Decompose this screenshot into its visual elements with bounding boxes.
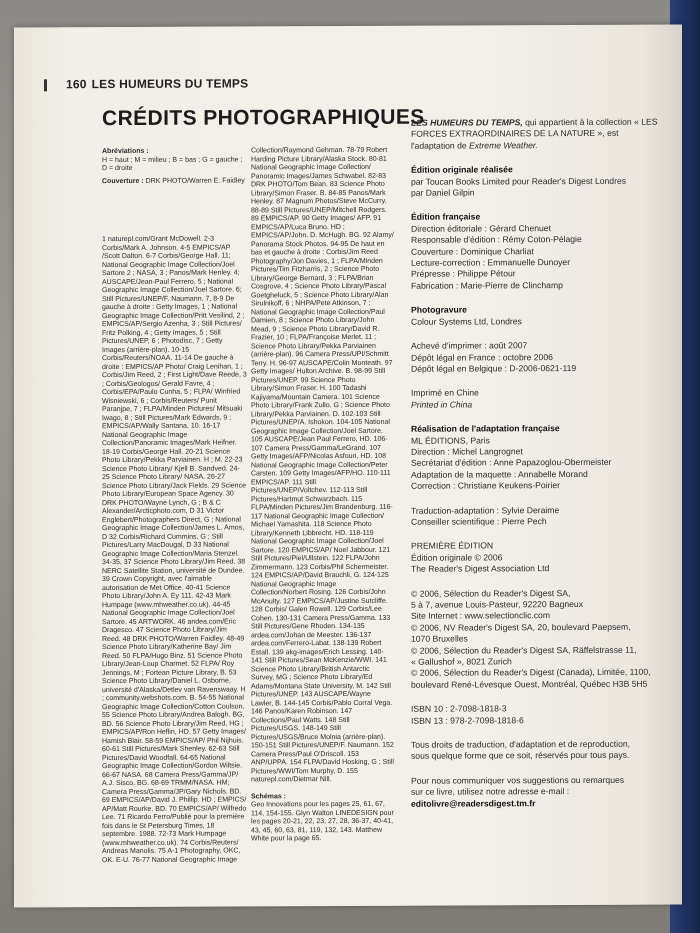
printed-in-english: Printed in China <box>411 399 473 410</box>
contact-line: Pour nous communiquer vos suggestions ou remarques <box>411 774 625 786</box>
rights-line: sous quelque forme que ce soit, réservés pour tous pays. <box>411 750 630 762</box>
intro-paragraph <box>411 117 661 152</box>
french-edition-heading: Édition française <box>411 211 481 223</box>
french-edition-line: Couverture : Dominique Charliat <box>411 245 534 257</box>
running-header <box>66 76 248 91</box>
french-edition-block <box>411 211 661 292</box>
french-edition-line: Prépresse : Philippe Pétour <box>411 268 516 280</box>
original-edition-heading: Édition originale réalisée <box>411 164 513 175</box>
translation-block <box>411 504 661 528</box>
credits-column-2 <box>251 147 394 848</box>
printing-line: Dépôt légal en Belgique : D-2006-0621-119 <box>411 362 577 374</box>
adaptation-block <box>411 423 661 493</box>
rights-block <box>411 739 661 763</box>
edition-line: The Reader's Digest Association Ltd <box>411 563 550 574</box>
printed-in-line: Imprimé en Chine <box>411 387 479 399</box>
original-edition-line: par Daniel Gilpin <box>411 187 475 198</box>
original-title: Extreme Weather. <box>469 139 538 151</box>
printing-line: Dépôt légal en France : octobre 2006 <box>411 351 553 363</box>
copyright-line: boulevard René-Lévesque Ouest, Montréal, Québec H3B 5H5 <box>411 678 648 690</box>
copyright-line: © 2006, Sélection du Reader's Digest SA, <box>411 587 571 599</box>
abbrev-text: H = haut ; M = milieu ; B = bas ; G = gauche ; D = droite <box>102 155 243 173</box>
photogravure-line: Colour Systems Ltd, Londres <box>411 315 522 327</box>
running-title: LES HUMEURS DU TEMPS <box>91 76 249 92</box>
photogravure-heading: Photogravure <box>411 304 467 316</box>
cover-label: Couverture : <box>102 177 144 185</box>
copyright-line: 1070 Bruxelles <box>411 633 468 644</box>
edition-block <box>411 540 661 575</box>
copyright-line: © 2006, NV Reader's Digest SA, 20, boulevard Paepsem, <box>411 621 631 633</box>
printed-in-block <box>411 387 661 411</box>
credits-column-1 <box>102 147 247 869</box>
translation-line: Conseiller scientifique : Pierre Pech <box>411 516 547 527</box>
translation-line: Traduction-adaptation : Sylvie Deraime <box>411 504 560 516</box>
adaptation-line: Correction : Christiane Keukens-Poirier <box>411 480 561 491</box>
printing-block <box>411 340 661 375</box>
french-edition-line: Direction éditoriale : Gérard Chenuet <box>411 222 551 234</box>
schemas-text: Geo Innovations pour les pages 25, 61, 67, 114, 154-155. Glyn Walton LINEDESIGN pour les pages 20-21, 22, 23, 27, 28, 36-37, 40-41, 43, 45, 60, 63, 81, 119, 132, 143. Matthew White pour la page 65. <box>251 800 394 843</box>
isbn-line: ISBN 13 : 978-2-7098-1818-6 <box>411 714 524 726</box>
contact-email: editolivre@readersdigest.tm.fr <box>411 797 536 809</box>
abbrev-heading: Abréviations : <box>102 147 149 156</box>
copyright-line: Site Internet : www.selectionclic.com <box>411 610 550 622</box>
contact-block <box>411 775 661 810</box>
adaptation-line: ML ÉDITIONS, Paris <box>411 434 490 446</box>
page-number: 160 <box>66 77 87 92</box>
intro-text: qui appartient à la collection « LES FORCES EXTRAORDINAIRES DE LA NATURE », est l'adaptation de <box>411 116 658 151</box>
copyright-line: © 2006, Sélection du Reader's Digest (Canada), Limitée, 1100, <box>411 667 651 679</box>
schemas-heading: Schémas : <box>251 792 287 800</box>
cover-text: DRK PHOTO/Warren E. Faidley <box>145 176 245 185</box>
book-title: LES HUMEURS DU TEMPS, <box>411 117 523 128</box>
french-edition-line: Lecture-correction : Emmanuelle Dunoyer <box>411 257 571 268</box>
french-edition-line: Responsable d'édition : Rémy Coton-Pélagie <box>411 234 582 245</box>
adaptation-heading: Réalisation de l'adaptation française <box>411 423 560 434</box>
photogravure-block <box>411 304 661 328</box>
edition-line: Édition originale © 2006 <box>411 552 503 563</box>
printing-line: Achevé d'imprimer : août 2007 <box>411 340 528 351</box>
book-page <box>14 25 682 908</box>
copyright-block <box>411 587 661 691</box>
adaptation-line: Adaptation de la maquette : Annabelle Morand <box>411 468 588 480</box>
credits-text-2: Collection/Raymond Gehman. 78-79 Robert Harding Picture Library/Alaska Stock. 80-81 National Geographic Image Collection/ Panoramic Images/James Schwabel. 82-83 DRK PHOTO/Tom Bean. 83 Science Photo Library/Simon Fraser. B. 84-85 Panos/Mark Henley. 87 Magnum Photos/Steve McCurry. 88-89 Still Pictures/UNEP/Mitchell Rodgers. 89 EMPICS/AP. 90 Getty Images/ AFP. 91 EMPICS/AP/Luca Bruno. HD ; EMPICS/AP/John. D. McHugh. BG. 92 Alamy/ Panorama Stock Photos. 94-95 De haut en bas et gauche à droite : Corbis/Jim Reed Photography/Jon Davies, 1 ; FLPA/Minden Pictures/Tim Fitzharris, 2 ; Science Photo Library/George Bernard, 3 ; FLPA/Brian Cosgrove, 4 ; Science Photo Library/Pascal Goetgheluck, 5 ; Science Photo Library/Alan Sirulnikoff, 6 ; NHPA/Pete Atkinson, 7 ; National Geographic Image Collection/Paul Damien, 8 ; Science Photo Library/John Mead, 9 ; Science Photo Library/David R. Frazier, 10 ; FLPA/Françoise Merlet, 11 ; Science Photo Library/Pekka Parviainen (arrière-plan). 96 Camera Press/UPI/Schmitt Terry. H. 96-97 AUSCAPE/Colin Monteath. 97 Getty Images/ Hulton Archive. B. 98-99 Still Pictures/UNEP. 99 Science Photo Library/Simon Fraser. H. 100 Tadashi Kajiyama/Mountain Camera. 101 Science Photo Library/Frank Zullo. G ; Science Photo Library/Pekka Parviainen. D. 102-103 Still Pictures/UNEP/A. Ishokon. 104-105 National Geographic Image Collection/Joel Sartore. 105 AUSCAPE/Jean Paul Ferrero, HD. 106-107 Camera Press/Gamma/LeGrand. 107 Getty Images/AFP/Nicolas Asfouri, HD. 108 National Geographic Image Collection/Peter Carsten. 109 Getty Images/AFP/HO. 110-111 EMPICS/AP. 111 Still Pictures/UNEP/Voltchev. 112-113 Still Pictures/Hartmut Schwarzbach. 115 FLPA/Minden Pictures/Jim Brandenburg. 116-117 National Geographic Image Collection/ Michael Yamashita. 118 Science Photo Library/Kenneth Libbrecht. HD. 118-119 National Geographic Image Collection/Joel Sartore. 120 EMPICS/AP/ Noel Jabbour. 121 Still Pictures/Piel/Ullstein. 122 FLPA/John Zimmermann. 123 Corbis/Phil Schermeister. 124 EMPICS/AP/David Brauchli, G. 124-125 National Geographic Image Collection/Norbert Rosing. 126 Corbis/John McAnulty. 127 EMPICS/AP/Justine Sutcliffe. 128 Corbis/ Galen Rowell. 129 Corbis/Lee Cohen. 130-131 Camera Press/Gamma. 133 Still Pictures/Gene Rhoden. 134-135 ardea.com/Johan de Meester. 136-137 ardea.com/Ferrero-Labat. 138-139 Robert Estall. 139 akg-images/Erich Lessing. 140-141 Still Pictures/Sean McKenzie/WWI. 141 Science Photo Library/British Antarctic Survey, MG ; Science Photo Library/Ed Adams/Montana State University, M. 142 Still Pictures/UNEP. 143 AUSCAPE/Wayne Lawler, B. 144-145 Corbis/Pablo Corral Vega. 146 Panos/Karen Robinson. 147 Collections/Paul Watts. 148 Still Pictures/USGS. 148-149 Still Pictures/USGS/Bruce Molnia (arrière-plan). 150-151 Still Pictures/UNEP/F. Naumann. 152 Camera Press/Paul O'Driscoll. 153 ANP/UPPA. 154 FLPA/David Hosking, G ; Still Pictures/WWI/Tom Murphy, D. 155 naturepl.com/Dietmar Nill. <box>251 146 394 784</box>
edition-line: PREMIÈRE ÉDITION <box>411 540 494 552</box>
copyright-line: 5 à 7, avenue Louis-Pasteur, 92220 Bagneux <box>411 598 584 610</box>
copyright-line: « Gallushof », 8021 Zurich <box>411 656 512 667</box>
original-edition-block <box>411 164 661 199</box>
page-title: CRÉDITS PHOTOGRAPHIQUES <box>102 105 425 131</box>
publication-info <box>411 117 661 818</box>
page-edge-marker <box>44 79 47 91</box>
french-edition-line: Fabrication : Marie-Pierre de Clinchamp <box>411 279 563 291</box>
isbn-line: ISBN 10 : 2-7098-1818-3 <box>411 703 507 714</box>
adaptation-line: Secrétariat d'édition : Anne Papazoglou-Obermeister <box>411 457 612 469</box>
rights-line: Tous droits de traduction, d'adaptation et de reproduction, <box>411 738 631 750</box>
copyright-line: © 2006, Sélection du Reader's Digest SA, Räffelstrasse 11, <box>411 644 637 656</box>
original-edition-line: par Toucan Books Limited pour Reader's Digest Londres <box>411 175 627 187</box>
contact-line: sur ce livre, utilisez notre adresse e-mail : <box>411 786 570 798</box>
adaptation-line: Direction : Michel Langrognet <box>411 446 523 457</box>
isbn-block <box>411 703 661 727</box>
credits-text-1: 1 naturepl.com/Grant McDowell. 2-3 Corbis/Mark A. Johnson. 4-5 EMPICS/AP /Scott Dalton. 6-7 Corbis/George Hall. 11; National Geographic Image Collection/Joel Sartore 2 ; NASA, 3 ; Panos/Mark Henley. 4; AUSCAPE/Jean-Paul Ferrero, 5 ; National Geographic Image Collection/Joel Sartore. 6; Still Pictures/UNEP/F. Naumann. 7, 8-9 De gauche à droite : Getty Images, 1 ; National Geographic Image Collection/Pritt Vesilind, 2 ; EMPICS/AP/Sergio Azenha, 3 ; Still Pictures/ Fritz Polking, 4 ; Getty Images, 5 ; Still Pictures/UNEP, 6 ; Photodisc, 7 ; Getty Images (arrière-plan). 10-15 Corbis/Reuters/NOAA. 11-14 De gauche à droite : EMPICS/AP Photo/ Craig Lenihan, 1 ; Corbis/Jim Reed, 2 ; First Light/Dave Reede, 3 ; Corbis/Geologos/ Gerald Favre, 4 ; Corbis/EPA/Paulo Cunha, 5 ; FLPA/ Winfried Wisniewski, 6 ; Corbis/Reuters/ Punit Paranjpe, 7 ; FLPA/Minden Pictures/ Mitsuaki Iwago, 8 ; Still Pictures/Mark Edwards, 9 ; EMPICS/AP/Wally Santana. 10. 16-17 National Geographic Image Collection/Panoramic Images/Mark Heifner. 18-19 Corbis/George Hall. 20-21 Science Photo Library/Pekka Parviainen. H ; M. 22-23 Science Photo Library/ Kjell B. Sandved. 24-25 Science Photo Library/ NASA. 26-27 Science Photo Library/Jack Fields. 29 Science Photo Library/European Space Agency. 30 DRK PHOTO/Wayne Lynch, G ; B & C Alexander/Arcticphoto.com, D 31 Victor Englebert/Photographers Direct, G ; National Geographic Image Collection/James L. Amos, D 32 Corbis/Richard Cummins, G ; Still Pictures/Larry MacDougal, D 33 National Geographic Image Collection/Maria Stenzel. 34-35, 37 Science Photo Library/Jim Reed. 38 NERC Satellite Station, université de Dundee. 39 Crown Copyright, avec l'aimable autorisation de Met Office. 40-41 Science Photo Library/John A. Ey 111. 42-43 Mark Humpage (www.mhweather.co.uk). 44-45 National Geographic Image Collection/Joel Sartore. 45 ARTWORK. 46 andea.com/Eric Dragesco. 47 Science Photo Library/Jim Reed. 48 DRK PHOTO/Warren Faidley. 48-49 Science Photo Library/Katherine Bay/ Jim Reed. 50 FLPA/Hugo Binz. 51 Science Photo Library/Jean-Loup Charmet. 52 FLPA/ Roy Jennings, M ; Fortean Picture Library, B. 53 Science Photo Library/Daniel L. Osborne, université d'Alaska/Detlev van Ravenswaay. H ; community.webshots.com. B. 54-55 National Geographic Image Collection/Cotton Coulson. 55 Science Photo Library/Andrea Balogh. BG, BD. 56 Science Photo Library/Jim Reed, HG ; EMPICS/AP/Ron Heflin, HD. 57 Getty Images/ Hamish Blair. 58-59 EMPICS/AP/ Phil Nijhuis. 60-61 Still Pictures/Mark Shenley. 62-63 Still Pictures/David Woodfall. 64-65 National Geographic Image Collection/Gordon Wiltsie. 66-67 NASA. 68 Camera Press/Gamma/JP/ A.J. Sisco. BG. 68-69 TRMM/NASA. HM; Camera Press/Gamma/JP/Gary Nichols. BD. 69 EMPICS/AP/David J. Phillip. HD ; EMPICS/ AP/Matt Rourke. BD. 70 EMPICS/AP/ Wilfredo Lee. 71 Ricardo Ferro/Publié pour la première fois dans le St Petersburg Times, 18 septembre. 1988. 72-73 Mark Humpage (www.mhweather.co.uk). 74 Corbis/Reuters/ Andreas Manolis. 75 A-1 Photography, OKC, OK. E-U. 76-77 National Geographic Image <box>102 235 247 864</box>
